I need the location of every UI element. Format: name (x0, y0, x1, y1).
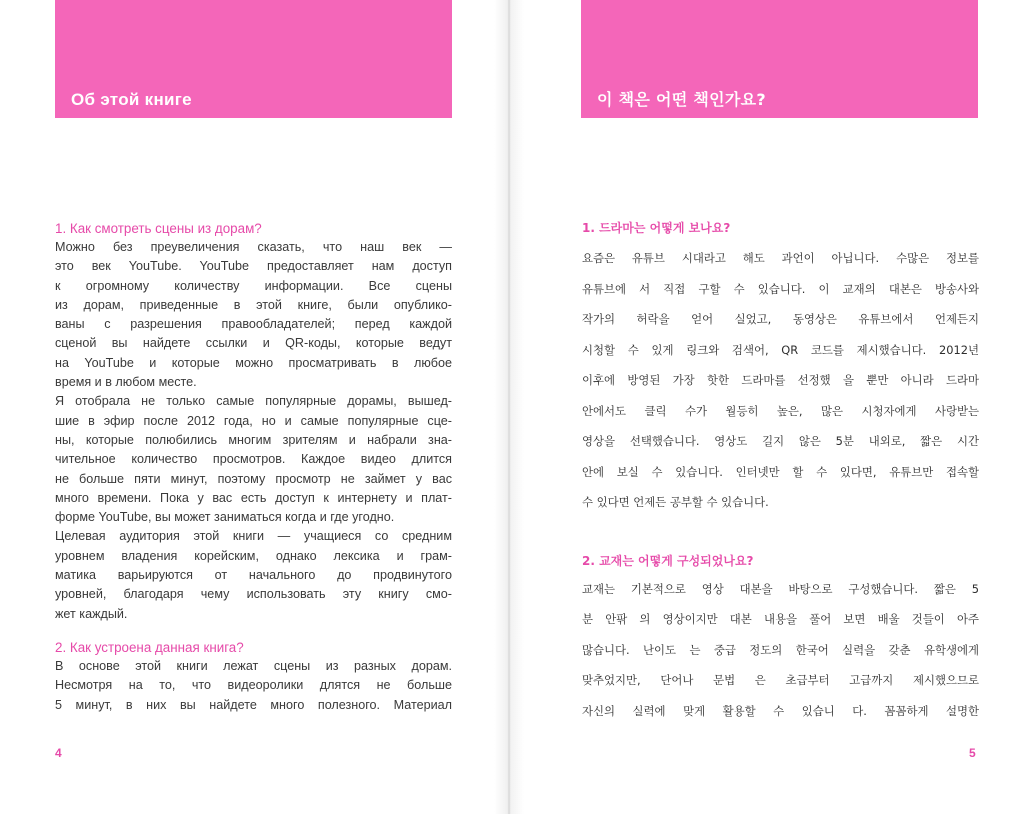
text-line: 유튜브에 서 직접 구할 수 있습니다. 이 교재의 대본은 방송사와 (582, 281, 979, 296)
section-heading: 2. 교재는 어떻게 구성되었나요? (582, 553, 754, 568)
text-line: Можно без преувеличения сказать, что наш век — (55, 240, 452, 254)
text-line: время и в любом месте. (55, 375, 197, 390)
text-line: шие в эфир после 2012 года, но и самые популярные сце- (55, 413, 452, 428)
text-line: это век YouTube. YouTube предоставляет нам доступ (55, 259, 452, 274)
section-heading: 1. Как смотреть сцены из дорам? (55, 221, 262, 236)
text-line: 안에서도 클릭 수가 월등히 높은, 많은 시청자에게 사랑받는 (582, 403, 979, 418)
text-line: форме YouTube, вы может заниматься когда и где угодно. (55, 510, 395, 525)
text-line: Целевая аудитория этой книги — учащиеся со средним (55, 529, 452, 544)
text-line: 교재는 기본적으로 영상 대본을 바탕으로 구성했습니다. 짧은 5 (582, 581, 979, 596)
text-line: уровней, благодаря чему использовать эту книгу смо- (55, 587, 452, 602)
text-line: много времени. Пока у вас есть доступ к интернету и плат- (55, 490, 452, 505)
section-heading: 1. 드라마는 어떻게 보나요? (582, 221, 731, 235)
text-line: 안에 보실 수 있습니다. 인터넷만 할 수 있다면, 유튜브만 접속할 (582, 464, 979, 479)
page-content (55, 220, 452, 715)
text-line: 시청할 수 있게 링크와 검색어, QR 코드를 제시했습니다. 2012년 (582, 342, 979, 357)
text-line: 요즘은 유튜브 시대라고 해도 과언이 아닙니다. 수많은 정보를 (582, 251, 979, 265)
text-line: 맞추었지만, 단어나 문법 은 초급부터 고급까지 제시했으므로 (582, 673, 979, 687)
text-line: матика варьируются от начального до продвинутого (55, 568, 452, 583)
text-line: Я отобрала не только самые популярные дорамы, вышед- (55, 394, 452, 409)
text-line: сценой вы найдете ссылки и QR-коды, которые ведут (55, 336, 452, 351)
text-line: 작가의 허락을 얻어 실었고, 동영상은 유튜브에서 언제든지 (582, 312, 979, 326)
page-title: 이 책은 어떤 책인가요? (597, 90, 766, 109)
text-line: жет каждый. (55, 606, 128, 621)
text-line: уровнем владения корейским, однако лексика и грам- (55, 548, 452, 563)
text-line: 수 있다면 언제든 공부할 수 있습니다. (582, 495, 769, 509)
text-line: на YouTube и которые можно просматривать в любое (55, 355, 452, 370)
header-band (55, 0, 452, 118)
text-line: 영상을 선택했습니다. 영상도 길지 않은 5분 내외로, 짧은 시간 (582, 434, 979, 448)
section-body (582, 574, 979, 727)
text-line: 5 минут, в них вы найдете много полезного. Материал (55, 697, 452, 712)
section-body (55, 657, 452, 715)
section-heading: 2. Как устроена данная книга? (55, 639, 244, 655)
page-content (582, 219, 979, 726)
page-number: 4 (55, 746, 62, 760)
text-line: ваны с разрешения правообладателей; перед каждой (55, 317, 452, 332)
text-line: Несмотря на то, что видеоролики длятся не больше (55, 678, 452, 693)
text-line: из дорам, приведенные в этой книге, были опублико- (55, 297, 452, 312)
text-line: 분 안팎 의 영상이지만 대본 내용을 풀어 보면 배울 것들이 아주 (582, 612, 979, 626)
section-body (582, 243, 979, 518)
page-number: 5 (969, 746, 976, 760)
left-page (0, 0, 508, 814)
text-line: В основе этой книги лежат сцены из разных дорам. (55, 658, 452, 673)
text-line: чительное количество просмотров. Каждое видео длится (55, 452, 452, 467)
text-line: к огромному количеству информации. Все сцены (55, 278, 452, 293)
text-line: ны, которые полюбились многим зрителям и набрали зна- (55, 432, 452, 447)
header-band (581, 0, 978, 118)
right-page (509, 0, 1017, 814)
text-line: 많습니다. 난이도 는 중급 정도의 한국어 실력을 갖춘 유학생에게 (582, 642, 979, 657)
text-line: 자신의 실력에 맞게 활용할 수 있습니 다. 꼼꼼하게 설명한 (582, 703, 979, 718)
page-title: Об этой книге (71, 90, 192, 109)
text-line: не больше пяти минут, поэтому просмотр не займет у вас (55, 471, 452, 486)
text-line: 이후에 방영된 가장 핫한 드라마를 선정했 을 뿐만 아니라 드라마 (582, 373, 979, 387)
section-body (55, 238, 452, 624)
